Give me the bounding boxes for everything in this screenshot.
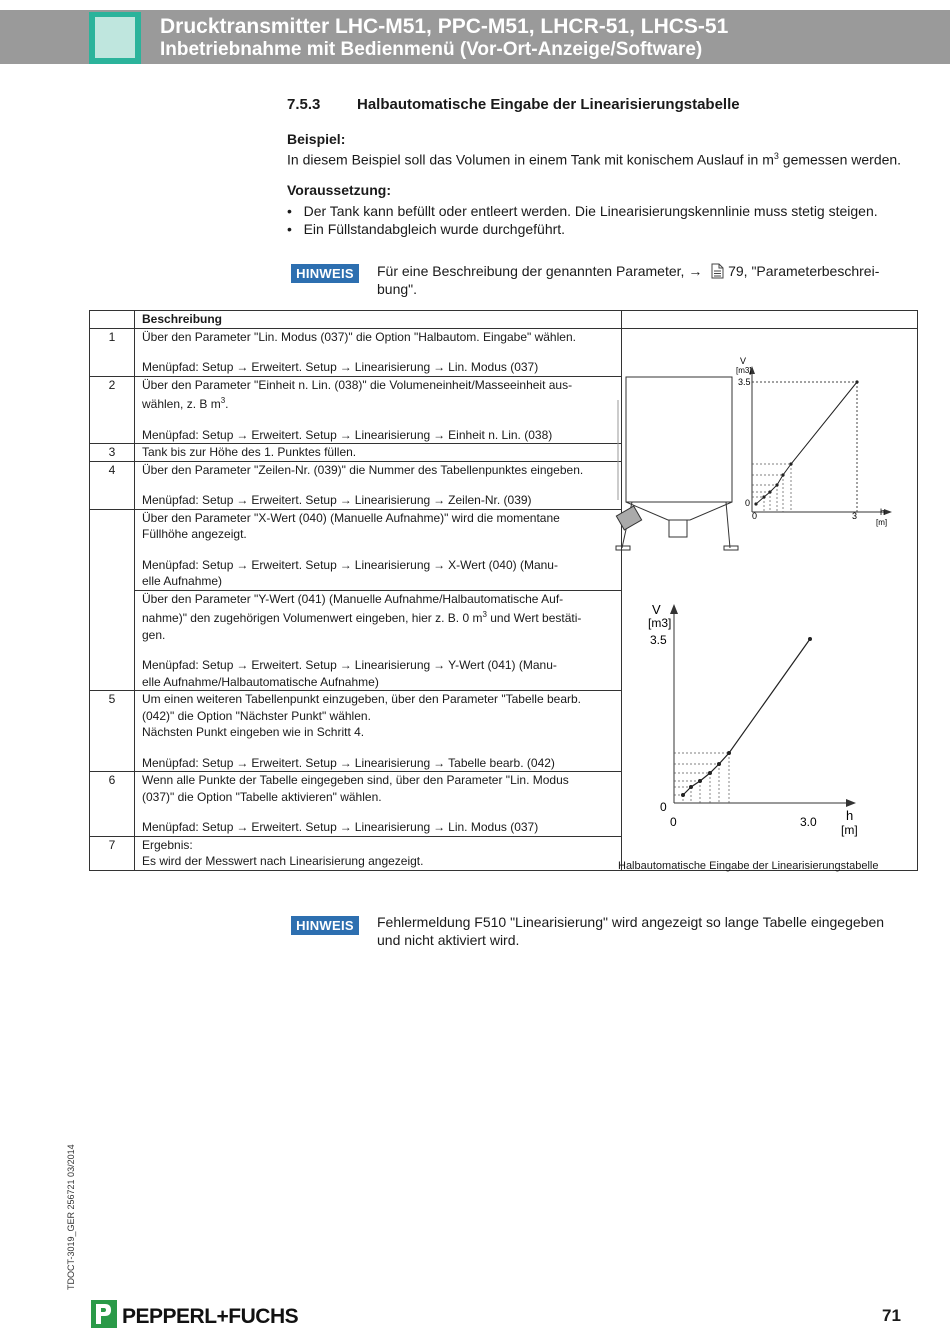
hinweis-text: Für eine Beschreibung der genannten Parameter, → 79, "Parameterbeschrei- bung". — [377, 263, 880, 297]
table-row: 3 Tank bis zur Höhe des 1. Punktes füllen. — [90, 444, 918, 462]
chart-xlabel: h — [846, 808, 854, 823]
data-point — [708, 771, 712, 775]
chart-y0: 0 — [660, 800, 667, 814]
menu-path: Menüpfad: Setup → Erweitert. Setup → Linearisierung → Y-Wert (041) (Manu- elle Aufnahme/Halbautomatische Aufnahme) — [142, 658, 557, 689]
chart-yunit: [m3] — [648, 616, 672, 630]
tank-drawing — [616, 377, 738, 550]
document-id: TDOCT-3019_GER 256721 03/2014 — [66, 1144, 76, 1290]
table-row: 6 Wenn alle Punkte der Tabelle eingegeben sind, über den Parameter "Lin. Modus (037)" die Option "Tabelle aktivieren" wählen. Menüpfad: Setup → Erweitert. Setup → Linearisierung → Lin. Modus (037) — [90, 772, 918, 837]
small-chart-xunit: [m] — [876, 518, 888, 527]
menu-path: Menüpfad: Setup → Erweitert. Setup → Linearisierung → Einheit n. Lin. (038) — [142, 427, 553, 442]
small-chart-xmax: 3 — [852, 511, 858, 521]
document-title: Drucktransmitter LHC-M51, PPC-M51, LHCR-51, LHCS-51 — [160, 15, 729, 38]
data-point — [689, 785, 693, 789]
small-chart-xlabel: h — [880, 507, 886, 517]
menu-path: Menüpfad: Setup → Erweitert. Setup → Linearisierung → Lin. Modus (037) — [142, 360, 539, 374]
table-row: 1 Über den Parameter "Lin. Modus (037)" die Option "Halbautom. Eingabe" wählen. Menüpfad: Setup → Erweitert. Setup → Linearisierung → Lin. Modus (037) — [90, 328, 918, 376]
brand-name: PEPPERL+FUCHS — [122, 1305, 299, 1328]
section-number: 7.5.3 — [287, 96, 321, 113]
menu-path: Menüpfad: Setup → Erweitert. Setup → Linearisierung → Zeilen-Nr. (039) — [142, 493, 532, 507]
menu-path: Menüpfad: Setup → Erweitert. Setup → Linearisierung → Lin. Modus (037) — [142, 820, 539, 834]
prerequisite-item: • Der Tank kann befüllt oder entleert werden. Die Linearisierungskennlinie muss stetig steigen. — [287, 203, 878, 219]
small-chart-y0: 0 — [745, 498, 751, 508]
small-chart-x0: 0 — [752, 511, 758, 521]
table-row: Über den Parameter "X-Wert (040) (Manuelle Aufnahme)" wird die momentane Füllhöhe angezeigt. Menüpfad: Setup → Erweitert. Setup → Linearisierung → X-Wert (040) (Manu- elle Aufnahme) — [90, 509, 918, 590]
header-logo-inner — [95, 17, 135, 58]
chart-ymax: 3.5 — [650, 633, 667, 647]
data-point — [698, 779, 702, 783]
table-row: 4 Über den Parameter "Zeilen-Nr. (039)" die Nummer des Tabellenpunktes eingeben. Menüpfad: Setup → Erweitert. Setup → Linearisierung → Zeilen-Nr. (039) — [90, 461, 918, 509]
page-number: 71 — [882, 1306, 901, 1325]
chart-xunit: [m] — [841, 823, 858, 837]
small-chart-yunit: [m3] — [736, 366, 752, 375]
document-subtitle: Inbetriebnahme mit Bedienmenü (Vor-Ort-Anzeige/Software) — [160, 39, 703, 60]
data-point — [808, 637, 812, 641]
example-label: Beispiel: — [287, 131, 346, 147]
hinweis-badge: HINWEIS — [291, 264, 359, 283]
chart-xmax: 3.0 — [800, 815, 817, 829]
table-row: 2 Über den Parameter "Einheit n. Lin. (038)" die Volumeneinheit/Masseeinheit aus- wählen, z. B $m^3$. Menüpfad: Setup → Erweitert. Setup → Linearisierung → Einheit n. Lin. (038) — [90, 376, 918, 444]
data-point — [727, 751, 731, 755]
table-header-row — [90, 311, 918, 329]
hinweis-text: Fehlermeldung F510 "Linearisierung" wird angezeigt so lange Tabelle eingegeben und nicht aktiviert wird. — [377, 914, 885, 948]
small-chart — [736, 356, 892, 527]
menu-path: Menüpfad: Setup → Erweitert. Setup → Linearisierung → X-Wert (040) (Manu- elle Aufnahme) — [142, 557, 558, 588]
prerequisite-label: Voraussetzung: — [287, 182, 391, 198]
table-row: 5 Um einen weiteren Tabellenpunkt einzugeben, über den Parameter "Tabelle bearb. (042)" die Option "Nächster Punkt" wählen. Nächsten Punkt eingeben wie in Schritt 4. Menüpfad: Setup → Erweitert. Setup → Linearisierung → Tabelle bearb. (042) — [90, 691, 918, 772]
table-row: 7 Ergebnis: Es wird der Messwert nach Linearisierung angezeigt. — [90, 836, 918, 870]
pepperl-fuchs-logo-icon — [91, 1300, 117, 1328]
menu-path: Menüpfad: Setup → Erweitert. Setup → Linearisierung → Tabelle bearb. (042) — [142, 755, 555, 770]
small-chart-ylabel: V — [740, 356, 747, 366]
data-point — [681, 793, 685, 797]
table-row: Über den Parameter "Y-Wert (041) (Manuelle Aufnahme/Halbautomatische Auf- nahme)" den zugehörigen Volumenwert eingeben, hier z. B. 0 $m^3$ und Wert bestäti- gen. Menüpfad: Setup → Erweitert. Setup → Linearisierung → Y-Wert (041) (Manu- elle Aufnahme/Halbautomatische Aufnahme) — [90, 590, 918, 691]
page-reference-icon — [711, 263, 724, 279]
chart-ylabel: V — [652, 602, 661, 617]
tank-figure — [612, 350, 904, 560]
data-point — [717, 762, 721, 766]
hinweis-badge: HINWEIS — [291, 916, 359, 935]
linearization-chart — [612, 598, 904, 848]
prerequisite-item: • Ein Füllstandabgleich wurde durchgeführt. — [287, 221, 566, 237]
figure-caption: Halbautomatische Eingabe der Linearisierungstabelle — [618, 860, 879, 872]
example-text: In diesem Beispiel soll das Volumen in einem Tank mit konischem Auslauf in $m^3$ gemessen werden. — [287, 151, 902, 168]
section-title: Halbautomatische Eingabe der Linearisierungstabelle — [357, 96, 740, 113]
chart-x0: 0 — [670, 815, 677, 829]
small-chart-ymax: 3.5 — [738, 377, 751, 387]
table-header: Beschreibung — [135, 311, 622, 329]
